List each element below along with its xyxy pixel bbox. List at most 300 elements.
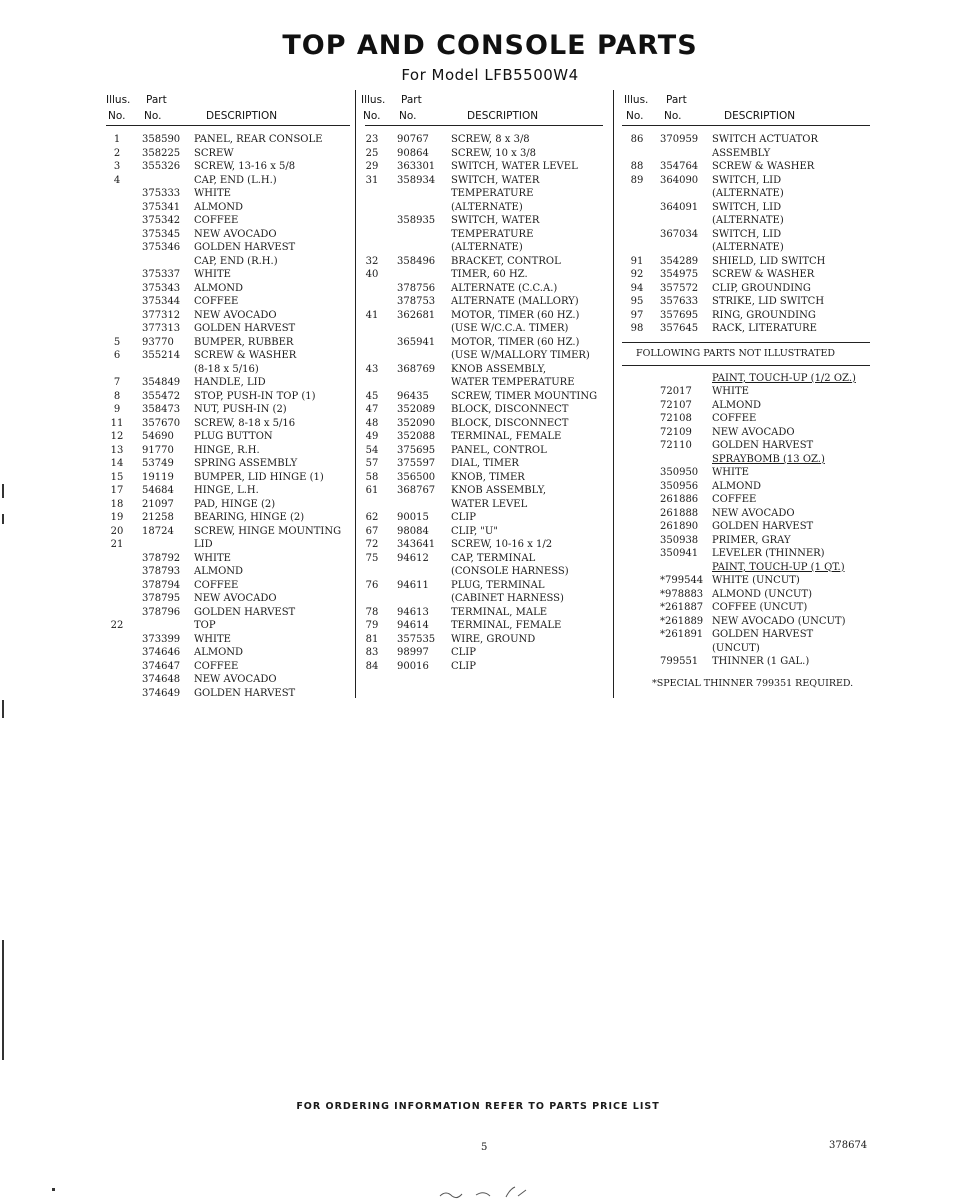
part-description: BUMPER, LID HINGE (1)	[194, 471, 324, 483]
parts-row	[365, 376, 603, 390]
illus-number: 43	[365, 363, 379, 375]
parts-row	[365, 187, 603, 201]
illus-number: 97	[630, 309, 644, 321]
part-description: SWITCH, LID	[712, 201, 782, 213]
part-number: 375341	[142, 201, 181, 213]
part-description: PRIMER, GRAY	[712, 534, 791, 546]
part-header: Part	[146, 94, 167, 106]
description-header: DESCRIPTION	[724, 110, 796, 122]
parts-row	[622, 588, 870, 602]
part-number: 357535	[397, 633, 436, 645]
parts-row	[622, 385, 870, 399]
part-description: GOLDEN HARVEST	[712, 521, 814, 532]
illus-number: 12	[110, 431, 124, 442]
part-description: (ALTERNATE)	[712, 215, 784, 226]
scan-mark	[2, 940, 4, 1060]
illus-number: 88	[630, 161, 644, 172]
illus-no-header: No.	[363, 110, 381, 122]
parts-row	[365, 646, 603, 660]
parts-row	[622, 642, 870, 656]
part-description: GOLDEN HARVEST	[194, 687, 296, 699]
part-description: STOP, PUSH-IN TOP (1)	[194, 390, 316, 402]
parts-row	[106, 187, 350, 201]
part-description: CLIP, "U"	[451, 525, 498, 537]
part-description: GOLDEN HARVEST	[194, 323, 296, 334]
parts-row	[365, 538, 603, 552]
part-description: TEMPERATURE	[451, 188, 534, 199]
illus-number: 20	[110, 525, 124, 537]
model-subtitle: For Model LFB5500W4	[401, 66, 579, 84]
part-number: 374647	[142, 660, 181, 672]
parts-row	[622, 399, 870, 413]
part-description: WHITE	[712, 386, 749, 397]
part-number: 355326	[142, 161, 181, 172]
part-number: 375333	[142, 188, 181, 199]
part-number: 378793	[142, 566, 181, 577]
part-description: COFFEE	[194, 296, 239, 307]
part-description: KNOB ASSEMBLY,	[451, 485, 547, 496]
parts-row	[622, 187, 870, 201]
header-rule	[622, 125, 870, 126]
parts-row	[365, 619, 603, 633]
part-number: 358225	[142, 147, 181, 159]
illus-number: 83	[365, 647, 379, 658]
parts-row	[365, 322, 603, 336]
parts-row	[622, 160, 870, 174]
part-number: 378792	[142, 552, 181, 564]
part-number: 355472	[142, 390, 181, 402]
part-description: WHITE	[194, 552, 231, 564]
header-rule	[106, 125, 350, 126]
parts-row	[365, 444, 603, 458]
illus-number: 91	[630, 255, 644, 267]
part-number: 354764	[660, 161, 699, 172]
part-description: GOLDEN HARVEST	[712, 440, 814, 451]
part-description: CLIP	[451, 660, 476, 672]
part-description: (USE W/MALLORY TIMER)	[451, 350, 590, 361]
part-number: 98997	[397, 647, 429, 658]
illus-number: 81	[365, 633, 379, 645]
part-description: (CABINET HARNESS)	[451, 593, 564, 604]
part-description: BRACKET, CONTROL	[451, 255, 561, 267]
parts-row	[365, 268, 603, 282]
illus-number: 47	[365, 404, 379, 415]
parts-row	[106, 390, 350, 404]
parts-row	[365, 349, 603, 363]
part-description: WIRE, GROUND	[451, 633, 536, 645]
part-number: 354289	[660, 255, 699, 267]
page-title: TOP AND CONSOLE PARTS	[282, 30, 698, 61]
part-number: 357695	[660, 309, 699, 321]
parts-row	[106, 673, 350, 687]
parts-row	[365, 498, 603, 512]
part-number: 378796	[142, 606, 181, 618]
part-description: TERMINAL, FEMALE	[451, 620, 562, 631]
part-description: HINGE, R.H.	[194, 444, 260, 456]
parts-row	[106, 633, 350, 647]
parts-row	[622, 268, 870, 282]
illus-number: 45	[365, 390, 379, 402]
parts-row	[365, 133, 603, 147]
parts-row	[622, 133, 870, 147]
part-description: SCREW, 13-16 x 5/8	[194, 161, 296, 172]
parts-row	[622, 282, 870, 296]
part-description: GOLDEN HARVEST	[194, 606, 296, 618]
parts-row	[365, 633, 603, 647]
part-description: CAP, TERMINAL	[451, 552, 536, 564]
part-description: STRIKE, LID SWITCH	[712, 296, 825, 307]
parts-row	[622, 147, 870, 161]
part-description: COFFEE	[194, 579, 239, 591]
part-description: GOLDEN HARVEST	[712, 629, 814, 640]
parts-row	[106, 498, 350, 512]
parts-row	[622, 534, 870, 548]
part-number: *261887	[660, 602, 704, 613]
part-number: 352089	[397, 404, 436, 415]
part-number: 352090	[397, 417, 436, 429]
part-description: LEVELER (THINNER)	[712, 548, 825, 559]
part-description: BUMPER, RUBBER	[194, 336, 294, 348]
part-number: 375342	[142, 215, 181, 226]
part-number: 375597	[397, 458, 436, 469]
part-description: SCREW & WASHER	[194, 350, 297, 361]
parts-row	[106, 241, 350, 255]
parts-row	[106, 201, 350, 215]
part-description: (CONSOLE HARNESS)	[451, 566, 569, 577]
parts-row	[622, 507, 870, 521]
column-header	[361, 92, 603, 126]
parts-row	[106, 322, 350, 336]
thinner-note: *SPECIAL THINNER 799351 REQUIRED.	[652, 677, 854, 689]
illus-number: 62	[365, 512, 379, 523]
illus-number: 58	[365, 471, 379, 483]
parts-row	[365, 228, 603, 242]
parts-row	[365, 160, 603, 174]
parts-row	[106, 538, 350, 552]
part-number: 94614	[397, 620, 429, 631]
illus-number: 23	[365, 134, 379, 145]
part-number: 377312	[142, 309, 181, 321]
part-description: CAP, END (L.H.)	[194, 174, 277, 186]
parts-row	[365, 295, 603, 309]
part-number: 378794	[142, 579, 181, 591]
illus-number: 48	[365, 417, 379, 429]
parts-row	[106, 133, 350, 147]
part-number: 261888	[660, 507, 699, 519]
part-description: SCREW, HINGE MOUNTING	[194, 525, 342, 537]
parts-row	[365, 660, 603, 674]
part-description: DIAL, TIMER	[451, 458, 519, 469]
parts-row	[365, 430, 603, 444]
part-number: 375337	[142, 269, 181, 280]
part-description: TIMER, 60 HZ.	[451, 269, 528, 280]
parts-list	[106, 133, 350, 700]
part-number: 261890	[660, 521, 699, 532]
part-description: CLIP	[451, 512, 476, 523]
illus-number: 75	[365, 552, 379, 564]
part-number: 356500	[397, 471, 436, 483]
parts-row	[106, 606, 350, 620]
part-description: SHIELD, LID SWITCH	[712, 255, 826, 267]
part-description: SPRING ASSEMBLY	[194, 458, 298, 469]
part-description: WHITE	[194, 633, 231, 645]
parts-row	[365, 255, 603, 269]
part-description: SWITCH, WATER LEVEL	[451, 161, 578, 172]
part-number: 358935	[397, 215, 436, 226]
part-number: 358496	[397, 255, 436, 267]
parts-row	[622, 174, 870, 188]
not-illustrated-heading: FOLLOWING PARTS NOT ILLUSTRATED	[636, 347, 835, 359]
parts-row	[622, 439, 870, 453]
illus-number: 13	[110, 444, 124, 456]
part-number: 19119	[142, 471, 174, 483]
part-description: BLOCK, DISCONNECT	[451, 404, 569, 415]
parts-row	[106, 376, 350, 390]
part-description: NEW AVOCADO	[712, 426, 795, 438]
parts-row	[365, 403, 603, 417]
part-description: SCREW & WASHER	[712, 269, 815, 280]
illus-number: 3	[113, 161, 121, 172]
parts-row	[622, 322, 870, 336]
illus-number: 49	[365, 431, 379, 442]
part-number: 364091	[660, 201, 699, 213]
part-header: Part	[401, 94, 422, 106]
part-description: SCREW	[194, 147, 234, 159]
part-description: SWITCH, WATER	[451, 215, 540, 226]
illus-number: 11	[110, 417, 124, 429]
illus-number: 2	[113, 147, 121, 159]
part-number: 261886	[660, 494, 699, 505]
handwritten-mark	[436, 1184, 546, 1200]
part-description: NEW AVOCADO	[712, 507, 795, 519]
illus-number: 29	[365, 161, 379, 172]
illus-number: 21	[110, 539, 124, 550]
part-number: 365941	[397, 336, 436, 348]
part-description: CLIP, GROUNDING	[712, 282, 811, 294]
part-number: 367034	[660, 228, 699, 240]
parts-row	[106, 160, 350, 174]
part-number: 363301	[397, 161, 436, 172]
part-description: WHITE	[194, 269, 231, 280]
part-description: COFFEE	[712, 494, 757, 505]
section-rule	[622, 365, 870, 366]
part-number: 378753	[397, 296, 436, 307]
part-no-header: No.	[399, 110, 417, 122]
illus-number: 31	[365, 174, 379, 186]
parts-row	[622, 228, 870, 242]
part-description: (ALTERNATE)	[712, 242, 784, 253]
illus-number: 92	[630, 269, 644, 280]
part-number: 378795	[142, 593, 181, 604]
parts-row	[622, 574, 870, 588]
parts-row	[106, 336, 350, 350]
part-description: HINGE, L.H.	[194, 485, 259, 496]
part-description: SCREW, 10-16 x 1/2	[451, 539, 553, 550]
part-description: NEW AVOCADO	[194, 674, 277, 685]
part-number: 21097	[142, 498, 174, 510]
part-description: ALMOND	[194, 647, 244, 658]
part-description: SPRAYBOMB (13 OZ.)	[712, 453, 825, 465]
parts-row	[106, 282, 350, 296]
part-description: (ALTERNATE)	[451, 242, 523, 253]
parts-row	[106, 619, 350, 633]
part-number: 799551	[660, 656, 699, 667]
part-number: 352088	[397, 431, 436, 442]
illus-header: Illus.	[106, 94, 131, 106]
illus-number: 17	[110, 485, 124, 496]
part-number: *261889	[660, 615, 704, 627]
parts-row	[365, 457, 603, 471]
parts-row	[622, 295, 870, 309]
part-number: 357670	[142, 417, 181, 429]
parts-row	[365, 201, 603, 215]
part-number: 93770	[142, 336, 174, 348]
part-description: (ALTERNATE)	[712, 188, 784, 199]
part-number: 54684	[142, 485, 174, 496]
scan-mark	[2, 700, 4, 718]
part-description: TOP	[194, 620, 216, 631]
parts-row	[106, 430, 350, 444]
part-description: COFFEE (UNCUT)	[712, 602, 808, 613]
parts-row	[106, 579, 350, 593]
part-number: 374648	[142, 674, 181, 685]
part-number: 375345	[142, 228, 181, 240]
part-number: *799544	[660, 575, 704, 586]
parts-row	[622, 453, 870, 467]
parts-row	[622, 412, 870, 426]
parts-row	[365, 363, 603, 377]
parts-row	[106, 687, 350, 701]
part-description: CAP, END (R.H.)	[194, 255, 278, 267]
header-rule	[365, 125, 603, 126]
ordering-info-footer: FOR ORDERING INFORMATION REFER TO PARTS PRICE LIST	[296, 1101, 660, 1112]
part-description: HANDLE, LID	[194, 377, 266, 388]
parts-row	[622, 309, 870, 323]
part-number: *978883	[660, 588, 704, 600]
part-description: ALMOND	[194, 566, 244, 577]
parts-list	[365, 133, 603, 673]
illus-number: 79	[365, 620, 379, 631]
parts-row	[365, 336, 603, 350]
illus-number: 19	[110, 512, 124, 523]
parts-row	[106, 174, 350, 188]
part-description: ASSEMBLY	[712, 147, 771, 159]
part-description: NEW AVOCADO (UNCUT)	[712, 615, 846, 627]
parts-row	[622, 493, 870, 507]
part-description: (USE W/C.C.A. TIMER)	[451, 323, 569, 334]
scan-mark	[52, 1188, 55, 1191]
parts-row	[365, 309, 603, 323]
part-description: TERMINAL, FEMALE	[451, 431, 562, 442]
illus-number: 14	[110, 458, 124, 469]
parts-row	[106, 552, 350, 566]
illus-number: 76	[365, 579, 379, 591]
illus-number: 86	[630, 134, 644, 145]
part-number: 355214	[142, 350, 181, 361]
part-number: 91770	[142, 444, 174, 456]
illus-number: 67	[365, 525, 379, 537]
part-description: TEMPERATURE	[451, 228, 534, 240]
parts-row	[106, 484, 350, 498]
part-description: KNOB ASSEMBLY,	[451, 363, 547, 375]
part-number: 21258	[142, 512, 174, 523]
not-illustrated-list	[622, 372, 870, 669]
part-number: 370959	[660, 134, 699, 145]
part-number: 90016	[397, 660, 429, 672]
parts-row	[365, 579, 603, 593]
part-description: (ALTERNATE)	[451, 201, 523, 213]
part-number: 374649	[142, 687, 181, 699]
part-number: *261891	[660, 629, 704, 640]
parts-row	[365, 174, 603, 188]
parts-row	[365, 525, 603, 539]
part-number: 374646	[142, 647, 181, 658]
part-description: PLUG, TERMINAL	[451, 579, 545, 591]
part-description: COFFEE	[712, 413, 757, 424]
part-number: 54690	[142, 431, 174, 442]
part-number: 90015	[397, 512, 429, 523]
illus-number: 25	[365, 147, 379, 159]
scan-mark	[2, 484, 4, 498]
part-number: 375346	[142, 242, 181, 253]
part-description: COFFEE	[194, 215, 239, 226]
parts-row	[622, 372, 870, 386]
part-number: 72108	[660, 413, 692, 424]
part-description: GOLDEN HARVEST	[194, 242, 296, 253]
parts-row	[365, 390, 603, 404]
part-number: 90767	[397, 134, 429, 145]
part-description: BLOCK, DISCONNECT	[451, 417, 569, 429]
part-description: WATER LEVEL	[451, 498, 528, 510]
illus-number: 7	[113, 377, 121, 388]
part-description: BEARING, HINGE (2)	[194, 512, 305, 523]
illus-number: 6	[113, 350, 121, 361]
illus-number: 1	[113, 134, 121, 145]
parts-row	[365, 592, 603, 606]
part-number: 368767	[397, 485, 436, 496]
section-rule	[622, 342, 870, 343]
part-description: ALTERNATE (MALLORY)	[451, 296, 579, 307]
parts-row	[622, 601, 870, 615]
part-description: SWITCH, LID	[712, 228, 782, 240]
illus-number: 40	[365, 269, 379, 280]
illus-number: 94	[630, 282, 644, 294]
parts-list	[622, 133, 870, 336]
part-description: SWITCH, LID	[712, 174, 782, 186]
part-no-header: No.	[664, 110, 682, 122]
part-description: SWITCH ACTUATOR	[712, 134, 819, 145]
parts-row	[106, 417, 350, 431]
parts-row	[106, 349, 350, 363]
part-number: 354849	[142, 377, 181, 388]
part-description: ALMOND	[712, 480, 762, 492]
illus-number: 4	[113, 174, 121, 186]
part-number: 357633	[660, 296, 699, 307]
illus-number: 5	[113, 336, 121, 348]
part-description: PANEL, REAR CONSOLE	[194, 134, 323, 145]
parts-row	[106, 457, 350, 471]
illus-header: Illus.	[361, 94, 386, 106]
part-description: RACK, LITERATURE	[712, 323, 817, 334]
illus-number: 98	[630, 323, 644, 334]
part-number: 96435	[397, 390, 429, 402]
illus-number: 22	[110, 620, 124, 631]
part-number: 350938	[660, 534, 699, 546]
part-number: 375344	[142, 296, 181, 307]
part-number: 358934	[397, 174, 436, 186]
column-header	[106, 92, 350, 126]
part-description: WHITE (UNCUT)	[712, 575, 800, 586]
